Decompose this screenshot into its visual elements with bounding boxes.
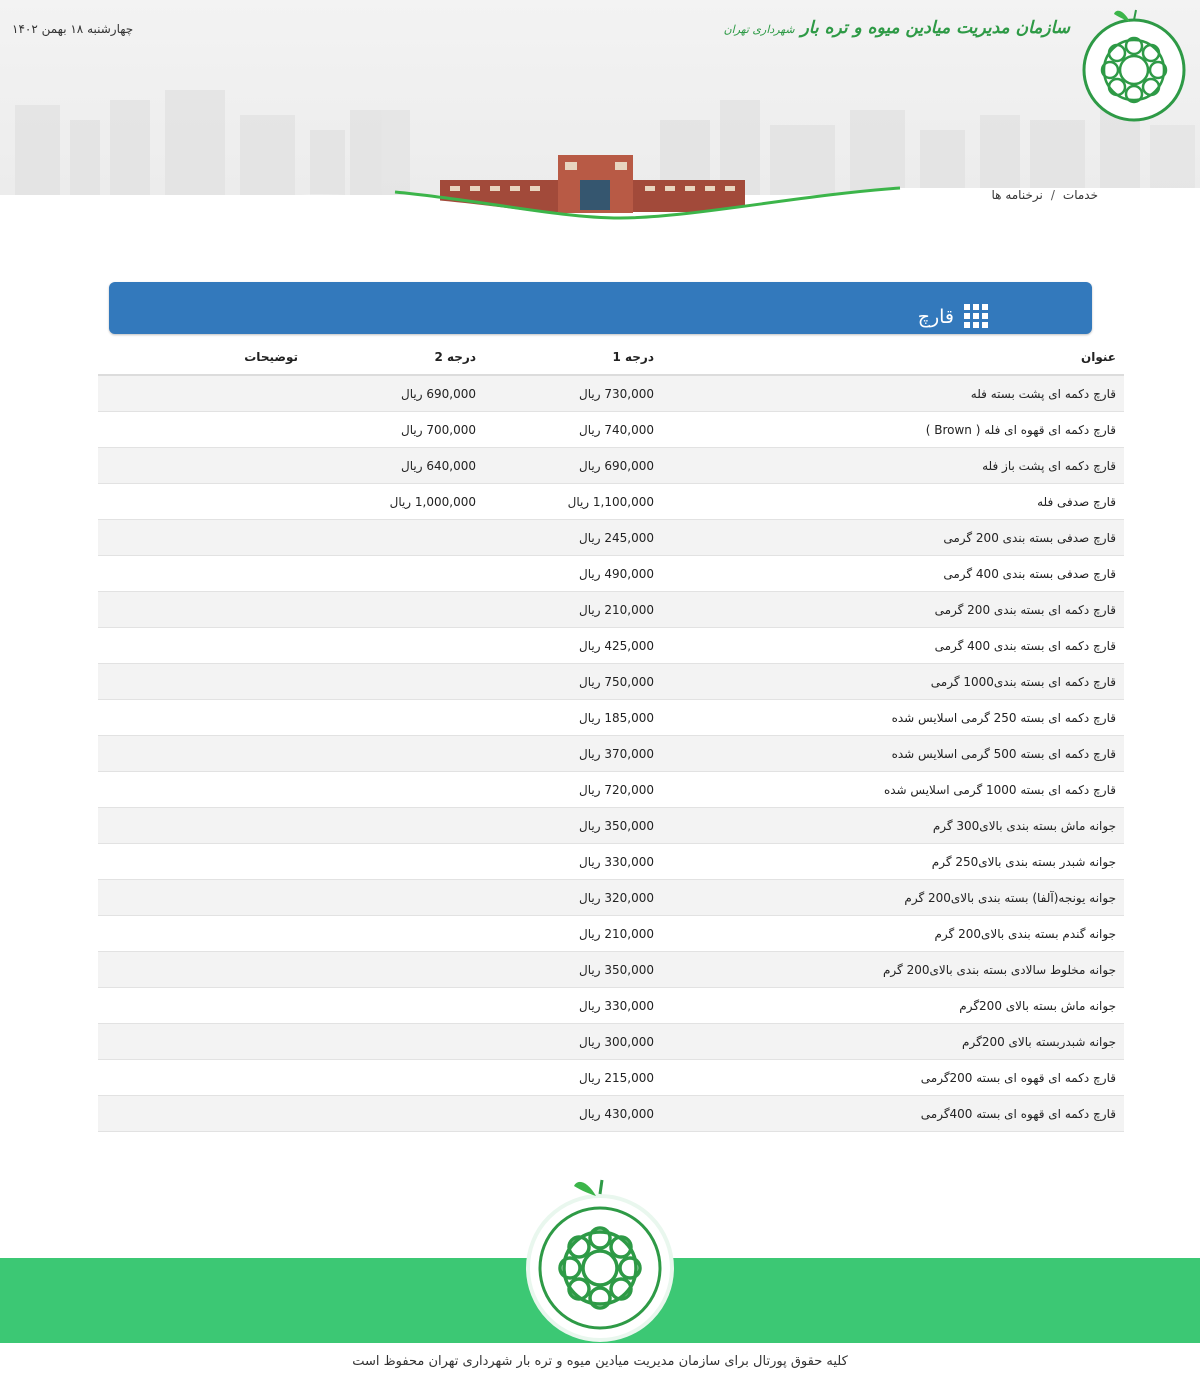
table-row <box>98 592 1124 628</box>
table-row <box>98 772 1124 808</box>
cell-title: قارچ صدفی فله <box>662 484 1124 520</box>
cell-notes <box>98 808 306 844</box>
cell-grade1: 300,000 ریال <box>484 1024 662 1060</box>
cell-grade1: 245,000 ریال <box>484 520 662 556</box>
table-row <box>98 808 1124 844</box>
cell-grade2 <box>306 1024 484 1060</box>
table-row <box>98 736 1124 772</box>
table-row <box>98 448 1124 484</box>
panel-title: قارچ <box>917 306 954 328</box>
breadcrumb <box>992 188 1098 202</box>
organization-subtitle: شهرداری تهران <box>723 23 795 36</box>
cell-notes <box>98 1060 306 1096</box>
column-header-grade2: درجه 2 <box>306 340 484 375</box>
cell-grade1: 350,000 ریال <box>484 952 662 988</box>
cell-title: جوانه شبدر بسته بندی بالای250 گرم <box>662 844 1124 880</box>
table-row <box>98 880 1124 916</box>
cell-grade2 <box>306 916 484 952</box>
cell-notes <box>98 700 306 736</box>
cell-notes <box>98 1024 306 1060</box>
cell-grade2 <box>306 664 484 700</box>
tehran-municipality-logo-icon[interactable] <box>1080 6 1188 126</box>
cell-grade1: 330,000 ریال <box>484 988 662 1024</box>
cell-title: جوانه ماش بسته بندی بالای300 گرم <box>662 808 1124 844</box>
cell-title: قارچ دکمه ای قهوه ای بسته 400گرمی <box>662 1096 1124 1132</box>
cell-title: جوانه ماش بسته بالای 200گرم <box>662 988 1124 1024</box>
table-row <box>98 988 1124 1024</box>
cell-title: قارچ دکمه ای بسته 500 گرمی اسلایس شده <box>662 736 1124 772</box>
cell-grade1: 425,000 ریال <box>484 628 662 664</box>
table-header-row <box>98 340 1124 375</box>
cell-notes <box>98 952 306 988</box>
cell-title: قارچ دکمه ای قهوه ای بسته 200گرمی <box>662 1060 1124 1096</box>
cell-grade2 <box>306 844 484 880</box>
table-row <box>98 1096 1124 1132</box>
cell-notes <box>98 412 306 448</box>
table-row <box>98 520 1124 556</box>
cell-notes <box>98 988 306 1024</box>
cell-grade1: 185,000 ریال <box>484 700 662 736</box>
cell-grade1: 210,000 ریال <box>484 916 662 952</box>
cell-grade2 <box>306 952 484 988</box>
price-table <box>98 340 1124 1132</box>
cell-notes <box>98 880 306 916</box>
cell-title: قارچ دکمه ای پشت باز فله <box>662 448 1124 484</box>
cell-grade2 <box>306 988 484 1024</box>
table-row <box>98 952 1124 988</box>
cell-notes <box>98 1096 306 1132</box>
table-body <box>98 375 1124 1132</box>
cell-grade2 <box>306 520 484 556</box>
column-header-notes: توضیحات <box>98 340 306 375</box>
grid-icon <box>964 304 988 328</box>
table-row <box>98 412 1124 448</box>
table-row <box>98 484 1124 520</box>
cell-notes <box>98 520 306 556</box>
copyright-text: کلیه حقوق پورتال برای سازمان مدیریت میادین میوه و تره بار شهرداری تهران محفوظ است <box>352 1354 848 1369</box>
cell-grade2 <box>306 880 484 916</box>
table-row <box>98 628 1124 664</box>
cell-grade2 <box>306 592 484 628</box>
cell-title: جوانه مخلوط سالادی بسته بندی بالای200 گرم <box>662 952 1124 988</box>
cell-notes <box>98 844 306 880</box>
cell-grade1: 740,000 ریال <box>484 412 662 448</box>
panel-heading <box>109 282 1092 334</box>
breadcrumb-separator: / <box>1050 188 1055 202</box>
cell-title: جوانه گندم بسته بندی بالای200 گرم <box>662 916 1124 952</box>
cell-notes <box>98 916 306 952</box>
table-row <box>98 556 1124 592</box>
cell-title: قارچ دکمه ای بسته بندی1000 گرمی <box>662 664 1124 700</box>
cell-grade1: 730,000 ریال <box>484 375 662 412</box>
cell-grade1: 690,000 ریال <box>484 448 662 484</box>
cell-grade1: 350,000 ریال <box>484 808 662 844</box>
cell-title: قارچ صدفی بسته بندی 200 گرمی <box>662 520 1124 556</box>
cell-notes <box>98 772 306 808</box>
cell-grade2: 1,000,000 ریال <box>306 484 484 520</box>
cell-notes <box>98 484 306 520</box>
column-header-title: عنوان <box>662 340 1124 375</box>
tehran-municipality-logo-icon <box>522 1176 678 1342</box>
cell-notes <box>98 736 306 772</box>
table-row <box>98 1024 1124 1060</box>
cell-title: جوانه شبدربسته بالای 200گرم <box>662 1024 1124 1060</box>
cell-grade1: 320,000 ریال <box>484 880 662 916</box>
table-row <box>98 664 1124 700</box>
cell-grade2: 700,000 ریال <box>306 412 484 448</box>
cell-grade1: 215,000 ریال <box>484 1060 662 1096</box>
cell-grade1: 330,000 ریال <box>484 844 662 880</box>
organization-title[interactable] <box>723 18 1070 38</box>
breadcrumb-item-services[interactable]: خدمات <box>1062 188 1098 202</box>
organization-name: سازمان مدیریت میادین میوه و تره بار <box>800 18 1070 38</box>
cell-grade2 <box>306 736 484 772</box>
cell-grade1: 720,000 ریال <box>484 772 662 808</box>
cell-grade2 <box>306 700 484 736</box>
cell-grade2 <box>306 1096 484 1132</box>
site-header <box>0 0 1200 230</box>
cell-title: قارچ دکمه ای بسته بندی 400 گرمی <box>662 628 1124 664</box>
table-row <box>98 1060 1124 1096</box>
cell-title: جوانه یونجه(آلفا) بسته بندی بالای200 گرم <box>662 880 1124 916</box>
cell-grade2: 640,000 ریال <box>306 448 484 484</box>
cell-title: قارچ دکمه ای قهوه ای فله ( Brown ) <box>662 412 1124 448</box>
cell-grade2 <box>306 556 484 592</box>
cell-grade2 <box>306 808 484 844</box>
cell-grade1: 370,000 ریال <box>484 736 662 772</box>
cell-grade1: 490,000 ریال <box>484 556 662 592</box>
cell-title: قارچ دکمه ای پشت بسته فله <box>662 375 1124 412</box>
cell-grade1: 750,000 ریال <box>484 664 662 700</box>
column-header-grade1: درجه 1 <box>484 340 662 375</box>
cell-title: قارچ دکمه ای بسته 1000 گرمی اسلایس شده <box>662 772 1124 808</box>
cell-grade2: 690,000 ریال <box>306 375 484 412</box>
table-row <box>98 700 1124 736</box>
cell-notes <box>98 592 306 628</box>
cell-grade1: 1,100,000 ریال <box>484 484 662 520</box>
cell-grade1: 430,000 ریال <box>484 1096 662 1132</box>
cell-grade2 <box>306 1060 484 1096</box>
cell-grade2 <box>306 628 484 664</box>
cell-grade1: 210,000 ریال <box>484 592 662 628</box>
cell-notes <box>98 664 306 700</box>
cell-notes <box>98 556 306 592</box>
table-row <box>98 844 1124 880</box>
cell-title: قارچ صدفی بسته بندی 400 گرمی <box>662 556 1124 592</box>
cell-notes <box>98 448 306 484</box>
table-row <box>98 375 1124 412</box>
cell-notes <box>98 375 306 412</box>
table-row <box>98 916 1124 952</box>
cell-grade2 <box>306 772 484 808</box>
cell-notes <box>98 628 306 664</box>
current-date: چهارشنبه ۱۸ بهمن ۱۴۰۲ <box>12 22 134 36</box>
cell-title: قارچ دکمه ای بسته 250 گرمی اسلایس شده <box>662 700 1124 736</box>
breadcrumb-item-price-lists[interactable]: نرخنامه ها <box>991 188 1043 202</box>
cell-title: قارچ دکمه ای بسته بندی 200 گرمی <box>662 592 1124 628</box>
